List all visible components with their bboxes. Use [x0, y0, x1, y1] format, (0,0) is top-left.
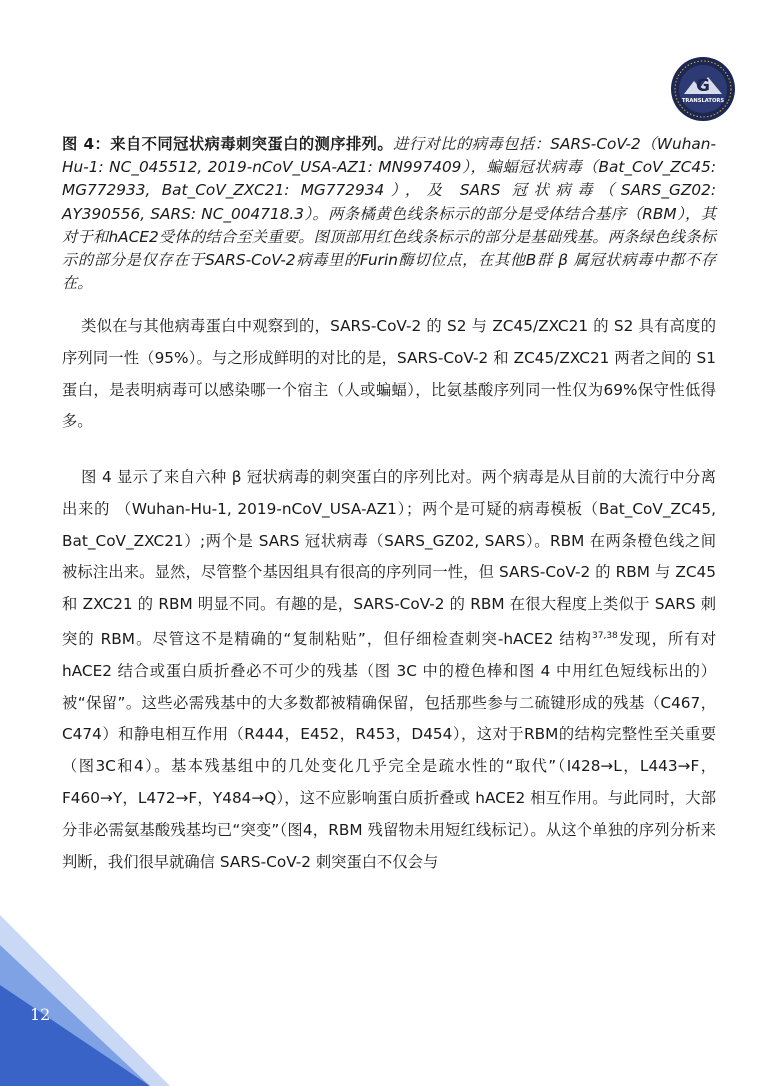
logo-letter: G: [696, 76, 710, 96]
page-corner-decoration: [0, 915, 170, 1086]
logo-wordmark: TRANSLATORS: [681, 98, 725, 104]
caption-body: 进行对比的病毒包括：SARS-CoV-2（Wuhan-Hu-1: NC_045512, 2019-nCoV_USA-AZ1: MN997409），蝙蝠冠状病毒（Bat_CoV_ZC45: MG772933, Bat_CoV_ZXC21: MG772934），及 SARS 冠状病毒（SARS_GZ02: AY390556, SARS: NC_004718.3）。两条橘黄色线条标示的部分是受体结合基序（RBM），其对于和hACE2受体的结合至关重要。图顶部用红色线条标示的部分是基础残基。两条绿色线条标示的部分是仅存在于SARS-CoV-2病毒里的Furin酶切位点，在其他Β群 β 属冠状病毒中都不存在。: [62, 135, 716, 293]
citation-reference: 37,38: [592, 630, 618, 641]
g-translators-logo: [670, 56, 736, 122]
caption-title: 图 4：来自不同冠状病毒刺突蛋白的测序排列。: [62, 135, 394, 153]
page-number: 12: [30, 1005, 51, 1024]
figure-caption: [62, 133, 716, 295]
paragraph-s1-s2-identity: 类似在与其他病毒蛋白中观察到的，SARS-CoV-2 的 S2 与 ZC45/ZXC21 的 S2 具有高度的序列同一性（95%）。与之形成鲜明的对比的是，SARS-CoV-2 和 ZC45/ZXC21 两者之间的 S1 蛋白，是表明病毒可以感染哪一个宿主（人或蝙蝠），比氨基酸序列同一性仅为69%保守性低得多。: [62, 317, 716, 431]
paragraph-figure4-analysis: [62, 462, 716, 878]
paragraph-text-part2: 发现，所有对 hACE2 结合或蛋白质折叠必不可少的残基（图 3C 中的橙色棒和图 4 中用红色短线标出的）被“保留”。这些必需残基中的大多数都被精确保留，包括那些参与二硫键形成的残基（C467，C474）和静电相互作用（R444，E452，R453，D454），这对于RBM的结构完整性至关重要（图3C和4）。基本残基组中的几处变化几乎完全是疏水性的“取代”（I428→L，L443→F，F460→Y，L472→F，Y484→Q），这不应影响蛋白质折叠或 hACE2 相互作用。与此同时，大部分非必需氨基酸残基均已“突变”（图4，RBM 残留物未用短红线标记）。从这个单独的序列分析来判断，我们很早就确信 SARS-CoV-2 刺突蛋白不仅会与: [62, 630, 716, 871]
paragraph-text-part1: 图 4 显示了来自六种 β 冠状病毒的刺突蛋白的序列比对。两个病毒是从目前的大流行中分离出来的 （Wuhan-Hu-1, 2019-nCoV_USA-AZ1）；两个是可疑的病毒模板（Bat_CoV_ZC45, Bat_CoV_ZXC21）;两个是 SARS 冠状病毒（SARS_GZ02, SARS）。RBM 在两条橙色线之间被标注出来。显然，尽管整个基因组具有很高的序列同一性，但 SARS-CoV-2 的 RBM 与 ZC45 和 ZXC21 的 RBM 明显不同。有趣的是，SARS-CoV-2 的 RBM 在很大程度上类似于 SARS 刺突的 RBM。尽管这不是精确的“复制粘贴”，但仔细检查刺突-hACE2 结构: [62, 468, 716, 649]
